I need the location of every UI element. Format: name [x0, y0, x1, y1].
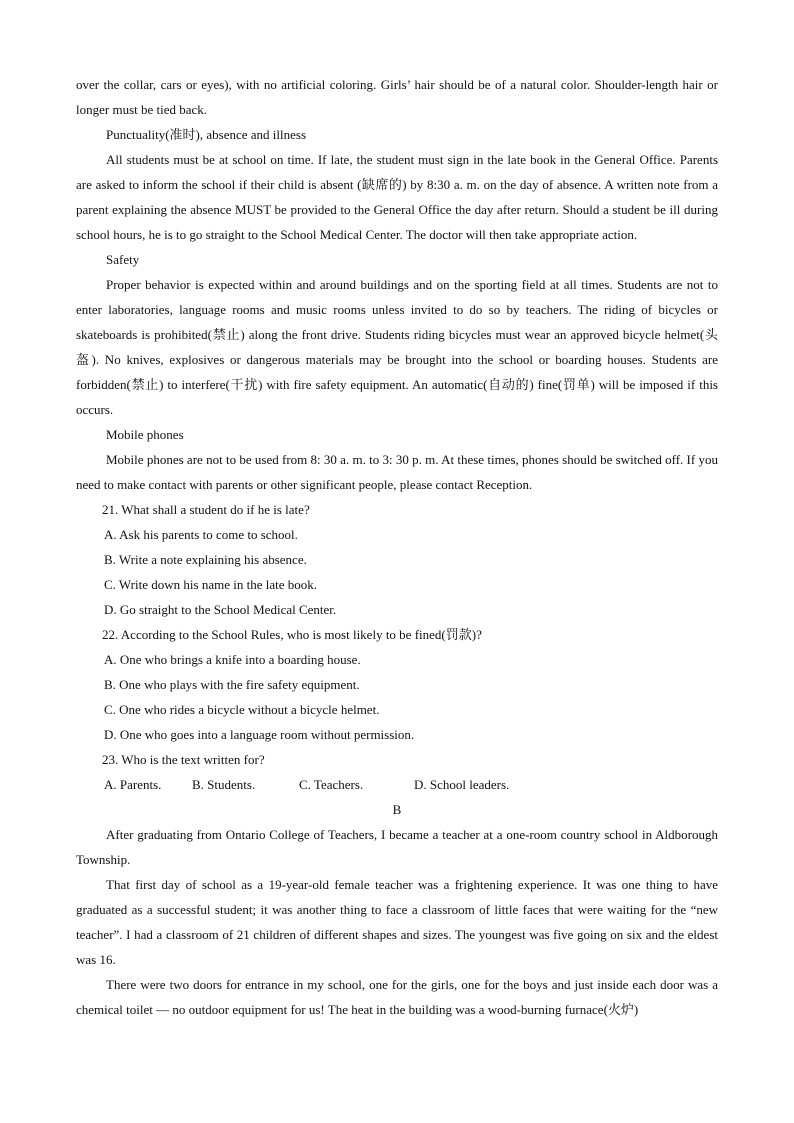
option-c: C. Teachers. — [299, 777, 364, 792]
option-a: A. Ask his parents to come to school. — [104, 527, 298, 542]
paragraph-b-2: That first day of school as a 19-year-old female teacher was a frightening experience. It was one thing to have graduated as a successful student; it was another thing to face a classroom of little faces that were waiting for the “new teacher”. I had a classroom of 21 children of different shapes and sizes. The youngest was five going on six and the eldest was 16. — [76, 877, 718, 967]
option-a: A. Parents. — [104, 777, 162, 792]
paragraph-safety: Proper behavior is expected within and around buildings and on the sporting field at all times. Students are not to enter laboratories, language rooms and music rooms unless invited to do so by teachers. The riding of bicycles or skateboards is prohibited(禁止) along the front drive. Students riding bicycles must wear an approved bicycle helmet(头盔). No knives, explosives or dangerous materials may be brought into the school or boarding houses. Students are forbidden(禁止) to interfere(干扰) with fire safety equipment. An automatic(自动的) fine(罚单) will be imposed if this occurs. — [76, 277, 718, 417]
question-22 — [76, 622, 718, 747]
option-c: C. One who rides a bicycle without a bicycle helmet. — [104, 702, 380, 717]
paragraph-punctuality: All students must be at school on time. If late, the student must sign in the late book in the General Office. Parents are asked to inform the school if their child is absent (缺席的) by 8:30 a. m. on the day of absence. A written note from a parent explaining the absence MUST be provided to the General Office the day after return. Should a student be ill during school hours, he is to go straight to the School Medical Center. The doctor will then take appropriate action. — [76, 152, 718, 242]
document-page — [76, 72, 718, 1022]
option-d: D. One who goes into a language room without permission. — [104, 727, 415, 742]
options-row — [76, 772, 718, 797]
question-21 — [76, 497, 718, 622]
option-d: D. School leaders. — [414, 777, 510, 792]
option-c: C. Write down his name in the late book. — [104, 577, 317, 592]
heading-punctuality: Punctuality(准时), absence and illness — [106, 127, 307, 142]
paragraph-hair-rules-continued: over the collar, cars or eyes), with no artificial coloring. Girls’ hair should be of a natural color. Shoulder-length hair or longer must be tied back. — [76, 77, 718, 117]
heading-mobile-phones: Mobile phones — [106, 427, 184, 442]
option-a: A. One who brings a knife into a boarding house. — [104, 652, 361, 667]
question-stem: 22. According to the School Rules, who is most likely to be fined(罚款)? — [102, 627, 482, 642]
option-b: B. Students. — [192, 777, 256, 792]
question-stem: 23. Who is the text written for? — [102, 752, 265, 767]
heading-safety: Safety — [106, 252, 140, 267]
paragraph-mobile-phones: Mobile phones are not to be used from 8: 30 a. m. to 3: 30 p. m. At these times, phones should be switched off. If you need to make contact with parents or other significant people, please contact Reception. — [76, 452, 718, 492]
paragraph-b-1: After graduating from Ontario College of Teachers, I became a teacher at a one-room country school in Aldborough Township. — [76, 827, 718, 867]
option-b: B. One who plays with the fire safety equipment. — [104, 677, 360, 692]
paragraph-b-3: There were two doors for entrance in my school, one for the girls, one for the boys and just inside each door was a chemical toilet — no outdoor equipment for us! The heat in the building was a wood-burning furnace(火炉) — [76, 977, 718, 1017]
question-stem: 21. What shall a student do if he is late? — [102, 502, 310, 517]
option-d: D. Go straight to the School Medical Center. — [104, 602, 337, 617]
question-23 — [76, 747, 718, 797]
option-b: B. Write a note explaining his absence. — [104, 552, 307, 567]
section-b-label: B — [392, 802, 402, 817]
